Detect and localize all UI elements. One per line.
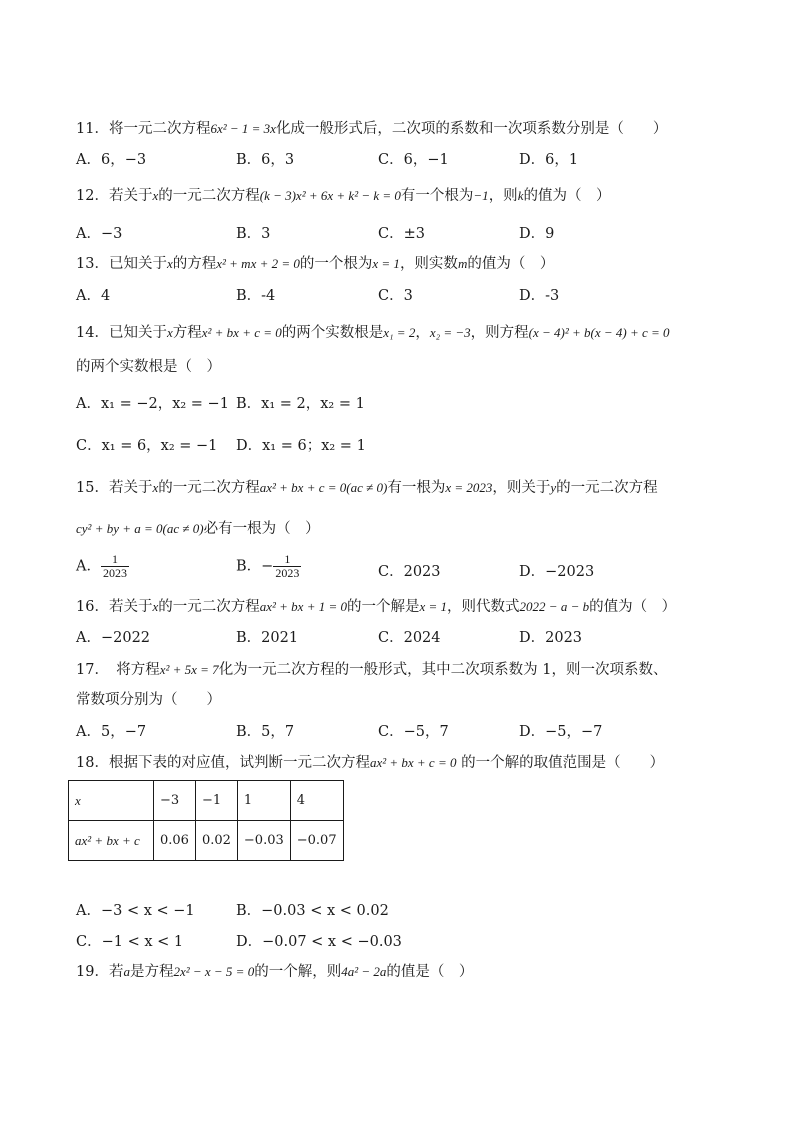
question-text: 将方程 xyxy=(101,662,160,678)
option-c[interactable]: C．3 xyxy=(378,288,413,304)
variable: m xyxy=(457,256,468,271)
question-17 xyxy=(76,660,668,680)
question-text: 若关于 xyxy=(108,188,153,204)
option-d[interactable]: D．6，1 xyxy=(519,152,579,168)
question-19 xyxy=(76,962,473,982)
fraction xyxy=(273,553,301,580)
separator: ， xyxy=(415,325,430,341)
table-row xyxy=(69,821,344,861)
question-text: 若关于 xyxy=(108,599,153,615)
question-text: 若 xyxy=(108,964,124,980)
question-15-continued xyxy=(76,519,320,539)
equation: 6x² − 1 = 3x xyxy=(210,121,276,136)
option-a[interactable]: A．−2022 xyxy=(76,630,151,646)
question-text: 若关于 xyxy=(108,480,153,496)
table-row xyxy=(69,781,344,821)
question-17-continued: 常数项分别为（ ） xyxy=(76,692,221,708)
variable: x xyxy=(152,599,159,614)
table-cell: 0.02 xyxy=(195,821,237,861)
option-d[interactable]: D．x₁ = 6；x₂ = 1 xyxy=(236,438,366,454)
option-a[interactable] xyxy=(76,553,129,580)
question-text: 的值是（ ） xyxy=(386,964,474,980)
question-text: 有一个根为 xyxy=(400,188,474,204)
option-c[interactable]: C．−1 < x < 1 xyxy=(76,934,184,950)
variable: x xyxy=(166,325,173,340)
variable: x xyxy=(152,480,159,495)
expression: 2022 − a − b xyxy=(519,599,590,614)
question-text: 有一根为 xyxy=(387,480,446,496)
option-b[interactable]: B．5，7 xyxy=(236,724,295,740)
root-value: −1 xyxy=(473,188,489,203)
root-value: x = 1 xyxy=(372,256,400,271)
table-cell: −1 xyxy=(195,781,237,821)
question-number: 18． xyxy=(76,755,109,771)
table-cell: −0.07 xyxy=(290,821,343,861)
option-d[interactable]: D．−0.07 < x < −0.03 xyxy=(236,934,402,950)
option-b[interactable]: B．−0.03 < x < 0.02 xyxy=(236,903,389,919)
root-value: x = 1 xyxy=(419,599,448,614)
question-text: 化成一般形式后，二次项的系数和一次项系数分别是（ ） xyxy=(275,121,668,137)
option-c[interactable]: C．2023 xyxy=(378,564,441,580)
option-d[interactable]: D．2023 xyxy=(519,630,583,646)
fraction-denominator: 2023 xyxy=(102,566,127,580)
question-text: 的一个根为 xyxy=(299,256,373,272)
question-14 xyxy=(76,323,670,343)
option-d[interactable]: D．9 xyxy=(519,226,555,242)
question-number: 16． xyxy=(76,599,109,615)
question-number: 19． xyxy=(76,964,109,980)
option-c[interactable]: C．x₁ = 6，x₂ = −1 xyxy=(76,438,218,454)
question-text: ，则方程 xyxy=(470,325,529,341)
table-cell: −3 xyxy=(154,781,196,821)
question-text: 根据下表的对应值，试判断一元二次方程 xyxy=(108,755,370,771)
option-b[interactable]: B．x₁ = 2，x₂ = 1 xyxy=(236,396,365,412)
question-number: 15． xyxy=(76,480,109,496)
option-b[interactable]: B．2021 xyxy=(236,630,299,646)
equation: x² + 5x = 7 xyxy=(159,662,219,677)
fraction-denominator: 2023 xyxy=(275,566,300,580)
question-18 xyxy=(76,753,664,773)
table-cell: x xyxy=(69,781,154,821)
question-number: 14． xyxy=(76,325,109,341)
equation: ax² + bx + c = 0(ac ≠ 0) xyxy=(259,480,388,495)
option-c[interactable]: C．−5，7 xyxy=(378,724,449,740)
variable: a xyxy=(123,964,130,979)
equation: x² + mx + 2 = 0 xyxy=(216,256,300,271)
variable: k xyxy=(517,188,524,203)
question-number: 11． xyxy=(76,121,109,137)
option-a[interactable]: A．−3 xyxy=(76,226,123,242)
question-text: 的值为（ ） xyxy=(467,256,555,272)
question-text: 将一元二次方程 xyxy=(108,121,211,137)
question-text: 的值为（ ） xyxy=(523,188,611,204)
question-text: 的两个实数根是 xyxy=(281,325,384,341)
option-b[interactable]: B．6，3 xyxy=(236,152,295,168)
table-cell: 0.06 xyxy=(154,821,196,861)
table-cell: 1 xyxy=(237,781,290,821)
option-b[interactable]: B．-4 xyxy=(236,288,276,304)
option-a[interactable]: A．6，−3 xyxy=(76,152,147,168)
question-text: ，则关于 xyxy=(492,480,551,496)
question-text: 的一个解，则 xyxy=(254,964,342,980)
variable: x xyxy=(152,188,159,203)
question-text: 的一元二次方程 xyxy=(158,599,260,615)
question-15 xyxy=(76,478,658,498)
equation: ax² + bx + c = 0 xyxy=(369,755,457,770)
table-cell: −0.03 xyxy=(237,821,290,861)
value-table xyxy=(68,780,344,861)
option-a[interactable]: A．x₁ = −2，x₂ = −1 xyxy=(76,396,229,412)
option-label: B．− xyxy=(236,558,274,575)
equation: cy² + by + a = 0(ac ≠ 0) xyxy=(76,521,204,536)
question-16 xyxy=(76,597,676,617)
question-12 xyxy=(76,186,610,206)
question-text: ，则实数 xyxy=(399,256,458,272)
root-value: x₂ = −3 xyxy=(429,325,471,340)
option-a[interactable]: A．4 xyxy=(76,288,111,304)
table-cell: ax² + bx + c xyxy=(69,821,154,861)
fraction-numerator: 1 xyxy=(273,553,301,567)
question-text: 的一元二次方程 xyxy=(158,188,260,204)
option-d[interactable]: D．−5，−7 xyxy=(519,724,603,740)
option-c[interactable]: C．±3 xyxy=(378,226,425,242)
question-text: 方程 xyxy=(172,325,202,341)
question-text: ，则代数式 xyxy=(447,599,520,615)
equation: (k − 3)x² + 6x + k² − k = 0 xyxy=(259,188,401,203)
option-a[interactable]: A．5，−7 xyxy=(76,724,147,740)
root-value: x = 2023 xyxy=(445,480,493,495)
question-number: 12． xyxy=(76,188,109,204)
question-text: 化为一元二次方程的一般形式，其中二次项系数为 1，则一次项系数、 xyxy=(218,662,668,678)
question-number: 17． xyxy=(76,662,102,678)
question-text: 的方程 xyxy=(172,256,217,272)
option-d[interactable]: D．-3 xyxy=(519,288,560,304)
question-text: 已知关于 xyxy=(108,256,167,272)
question-text: 的值为（ ） xyxy=(589,599,677,615)
fraction-numerator: 1 xyxy=(101,553,129,567)
option-b[interactable]: B．3 xyxy=(236,226,271,242)
question-13 xyxy=(76,254,554,274)
question-11 xyxy=(76,119,667,139)
question-14-continued: 的两个实数根是（ ） xyxy=(76,359,221,375)
option-d[interactable]: D．−2023 xyxy=(519,564,595,580)
expression: 4a² − 2a xyxy=(341,964,387,979)
root-value: x₁ = 2 xyxy=(383,325,416,340)
question-number: 13． xyxy=(76,256,109,272)
question-text: 必有一根为（ ） xyxy=(203,521,320,537)
equation: ax² + bx + 1 = 0 xyxy=(259,599,347,614)
option-c[interactable]: C．6，−1 xyxy=(378,152,449,168)
question-text: 的一元二次方程 xyxy=(158,480,260,496)
fraction xyxy=(101,553,129,580)
variable: x xyxy=(166,256,173,271)
table-cell: 4 xyxy=(290,781,343,821)
option-a[interactable]: A．−3 < x < −1 xyxy=(76,903,195,919)
option-label: A． xyxy=(76,558,101,575)
variable: y xyxy=(550,480,557,495)
equation: x² + bx + c = 0 xyxy=(201,325,282,340)
question-text: 的一个解的取值范围是（ ） xyxy=(456,755,665,771)
option-b[interactable] xyxy=(236,553,301,580)
question-text: 是方程 xyxy=(129,964,174,980)
option-c[interactable]: C．2024 xyxy=(378,630,441,646)
question-text: ，则 xyxy=(488,188,518,204)
question-text: 已知关于 xyxy=(108,325,167,341)
question-text: 的一元二次方程 xyxy=(556,480,658,496)
question-text: 的一个解是 xyxy=(347,599,420,615)
equation: (x − 4)² + b(x − 4) + c = 0 xyxy=(528,325,670,340)
equation: 2x² − x − 5 = 0 xyxy=(173,964,255,979)
